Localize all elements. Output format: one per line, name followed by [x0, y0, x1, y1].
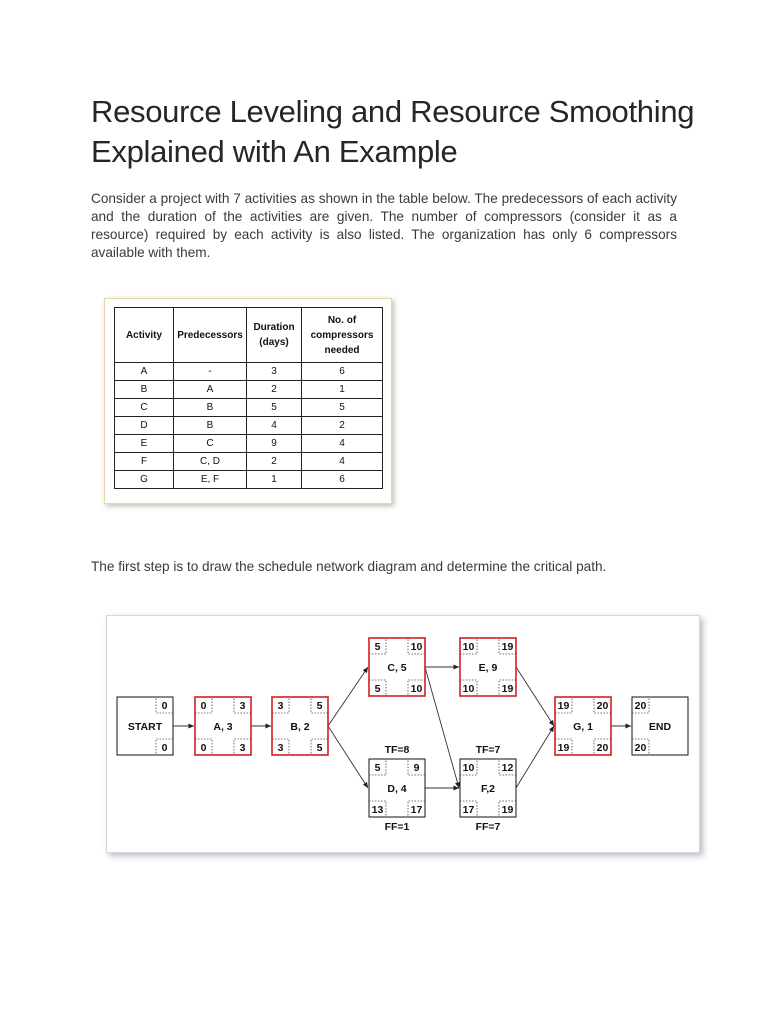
node-a: [195, 697, 251, 755]
node-lf: 10: [410, 683, 423, 695]
header-predecessors: Predecessors: [174, 308, 247, 363]
table-row: [115, 381, 383, 399]
edge-f-g: [516, 726, 554, 788]
edge-b-d: [328, 726, 368, 788]
header-duration: Duration (days): [247, 308, 302, 363]
header-activity: Activity: [115, 308, 174, 363]
node-lf: 3: [239, 742, 246, 754]
node-lf: 17: [410, 804, 423, 816]
cell-compressors: 1: [302, 381, 383, 399]
node-ef: 20: [596, 700, 609, 712]
edge-b-c: [328, 667, 368, 726]
cell-duration: 3: [247, 363, 302, 381]
float-f-ff: FF=7: [475, 821, 501, 833]
edge-e-g: [516, 667, 554, 726]
node-start: [117, 697, 173, 755]
float-d-tf: TF=8: [384, 744, 410, 756]
node-ls: 20: [634, 742, 647, 754]
node-es: 19: [557, 700, 570, 712]
node-ef: 9: [413, 762, 420, 774]
cell-activity: B: [115, 381, 174, 399]
cell-predecessors: B: [174, 417, 247, 435]
cell-activity: C: [115, 399, 174, 417]
node-ls: 10: [462, 683, 475, 695]
float-f-tf: TF=7: [475, 744, 501, 756]
cell-predecessors: C, D: [174, 453, 247, 471]
node-es: 5: [374, 762, 381, 774]
cell-duration: 9: [247, 435, 302, 453]
page-title: Resource Leveling and Resource Smoothing Explained with An Example: [91, 94, 695, 169]
cell-activity: G: [115, 471, 174, 489]
node-label: D, 4: [387, 783, 407, 795]
table-row: [115, 417, 383, 435]
node-g: [555, 697, 611, 755]
cell-duration: 2: [247, 453, 302, 471]
cell-compressors: 2: [302, 417, 383, 435]
node-es: 5: [374, 641, 381, 653]
node-ls: 17: [462, 804, 475, 816]
node-e: [460, 638, 516, 696]
table-row: [115, 363, 383, 381]
node-ef: 19: [501, 641, 514, 653]
node-lf: 19: [501, 683, 514, 695]
cell-duration: 4: [247, 417, 302, 435]
cell-compressors: 6: [302, 363, 383, 381]
cell-duration: 2: [247, 381, 302, 399]
node-ef: 12: [501, 762, 514, 774]
header-compressors: No. of compressors needed: [302, 308, 383, 363]
intro-paragraph: Consider a project with 7 activities as shown in the table below. The predecessors of each activity and the duration of the activities are given. The number of compressors (consider it as a resource) required by each activity is also listed. The organization has only 6 compressors available with them.: [91, 191, 677, 260]
cell-duration: 5: [247, 399, 302, 417]
node-label: G, 1: [573, 721, 593, 733]
cell-compressors: 4: [302, 435, 383, 453]
cell-activity: E: [115, 435, 174, 453]
table-row: [115, 453, 383, 471]
cell-activity: D: [115, 417, 174, 435]
node-label: F,2: [480, 783, 496, 795]
activity-table: [114, 307, 383, 489]
node-es: 20: [634, 700, 647, 712]
cell-activity: A: [115, 363, 174, 381]
node-ef: 0: [161, 700, 168, 712]
edge-c-f: [425, 667, 459, 788]
node-es: 3: [277, 700, 284, 712]
node-ls: 0: [200, 742, 207, 754]
node-f: [460, 759, 516, 817]
node-es: 10: [462, 641, 475, 653]
activity-table-image: [104, 298, 392, 504]
node-ls: 3: [277, 742, 284, 754]
cell-activity: F: [115, 453, 174, 471]
node-label: B, 2: [290, 721, 310, 733]
float-d-ff: FF=1: [384, 821, 410, 833]
cell-compressors: 6: [302, 471, 383, 489]
cell-predecessors: B: [174, 399, 247, 417]
node-c: [369, 638, 425, 696]
node-ls: 13: [371, 804, 384, 816]
node-label: START: [127, 721, 163, 733]
network-diagram: [107, 616, 699, 852]
node-es: 10: [462, 762, 475, 774]
node-label: A, 3: [213, 721, 233, 733]
cell-predecessors: E, F: [174, 471, 247, 489]
node-lf: 0: [161, 742, 168, 754]
node-ls: 5: [374, 683, 381, 695]
table-row: [115, 399, 383, 417]
node-label: C, 5: [387, 662, 407, 674]
node-ls: 19: [557, 742, 570, 754]
node-label: END: [648, 721, 672, 733]
cell-predecessors: C: [174, 435, 247, 453]
cell-compressors: 5: [302, 399, 383, 417]
node-lf: 19: [501, 804, 514, 816]
node-es: 0: [200, 700, 207, 712]
step-paragraph: The first step is to draw the schedule network diagram and determine the critical path.: [91, 559, 607, 574]
node-end: [632, 697, 688, 755]
cell-predecessors: A: [174, 381, 247, 399]
node-ef: 5: [316, 700, 323, 712]
node-lf: 5: [316, 742, 323, 754]
cell-predecessors: -: [174, 363, 247, 381]
node-b: [272, 697, 328, 755]
cell-duration: 1: [247, 471, 302, 489]
node-d: [369, 759, 425, 817]
cell-compressors: 4: [302, 453, 383, 471]
table-row: [115, 435, 383, 453]
network-diagram-image: [106, 615, 700, 853]
table-row: [115, 471, 383, 489]
node-ef: 10: [410, 641, 423, 653]
table-header-row: [115, 308, 383, 363]
node-ef: 3: [239, 700, 246, 712]
node-label: E, 9: [478, 662, 498, 674]
node-lf: 20: [596, 742, 609, 754]
